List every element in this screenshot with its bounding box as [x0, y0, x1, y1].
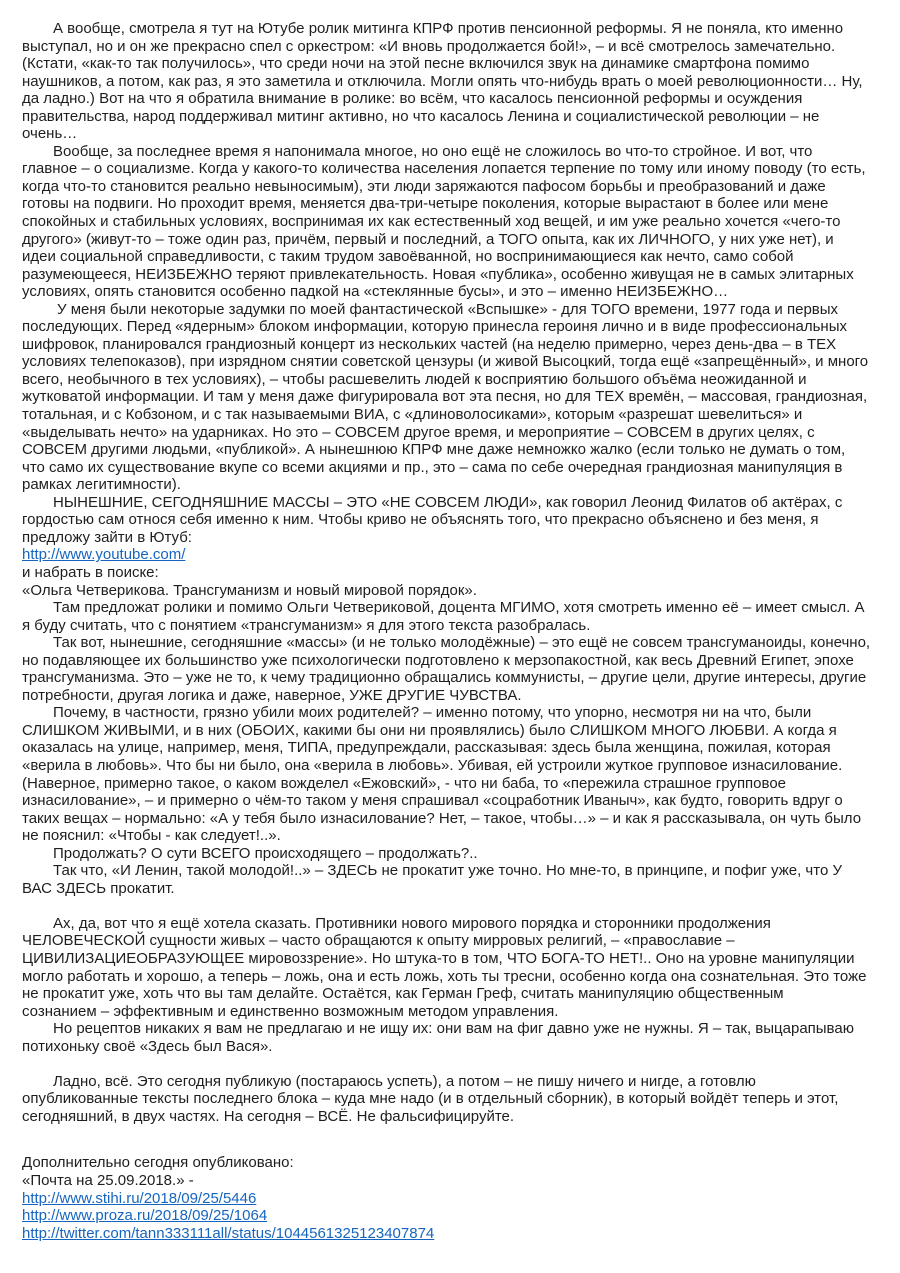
paragraph	[22, 634, 892, 704]
text-line: последующих. Перед «ядерным» блоком информации, которую принесла героиня лично и в виде профессиональных	[22, 318, 847, 336]
text-line: потребности, другая логика и даже, наверное, УЖЕ ДРУГИЕ ЧУВСТВА.	[22, 686, 522, 704]
text-line: «выделывать нечто» на ударниках. Но это – СОВСЕМ другое время, и мероприятие – СОВСЕМ в других целях, с	[22, 423, 815, 441]
text-line: сознанием – эффективным и единственно возможным методом управления.	[22, 1002, 559, 1020]
text-line: жутковатой информации. И там у меня даже фигурировала вот эта песня, но для ТЕХ времён, – массовая, грандиозная,	[22, 388, 868, 406]
link-row	[22, 1225, 892, 1243]
text-line: не прокатит уже, хоть что вы там делайте. Остаётся, как Герман Греф, считать манипуляцию общественным	[22, 985, 784, 1003]
text-line: условиях телепоказов), при изрядном снятии советской цензуры (и живой Высоцкий, тогда ещё «запрещённый», и много	[22, 353, 869, 371]
link-line	[22, 546, 892, 564]
blank-line	[22, 897, 892, 915]
text-line: всего, необычного в тех условиях), – чтобы расшевелить людей к восприятию большого объёма неожиданной и	[22, 370, 807, 388]
text-line: но подавляющее их большинство уже психологически подготовлено к мерзопакостной, как весь Древний Египет, эпохе	[22, 651, 854, 669]
text-line: очень…	[22, 125, 78, 143]
hyperlink[interactable]: http://www.stihi.ru/2018/09/25/5446	[22, 1189, 257, 1207]
text-line: ЦИВИЛИЗАЦИЕОБРАЗУЮЩЕЕ мировоззрение». Но штука-то в том, ЧТО БОГА-ТО НЕТ!.. Оно на уровне манипуляции	[22, 949, 855, 967]
link-row	[22, 1190, 892, 1208]
text-line: когда что-то становится реально невыносимым), эти люди заряжаются пафосом борьбы и преобразований и даже	[22, 177, 826, 195]
paragraph	[22, 862, 892, 897]
text-line: Дополнительно сегодня опубликовано:	[22, 1154, 294, 1172]
text-line: тотальная, и с Кобзоном, и с так называемыми ВИА, с «длиноволосиками», которым «разрешат шевелиться» и	[22, 406, 803, 424]
paragraph	[22, 494, 892, 547]
text-line: что само их существование вкупе со всеми акциями и пр., это – сама по себе очередная грандиозная манипуляция в	[22, 458, 843, 476]
text-line: изнасилование», – и примерно о чём-то таком у меня спрашивал «соцработник Иваныч», как будто, говорить вдруг о	[22, 792, 843, 810]
text-line: я буду считать, что с понятием «трансгуманизм» я для этого текста разобралась.	[22, 616, 591, 634]
hyperlink[interactable]: http://www.youtube.com/	[22, 546, 186, 564]
paragraph	[22, 143, 892, 301]
link-row	[22, 546, 892, 564]
text-line: ЧЕЛОВЕЧЕСКОЙ сущности живых – часто обращаются к опыту мирровых религий, – «православие –	[22, 932, 735, 950]
text-line-block	[22, 1154, 892, 1172]
text-line: условиях, опять становится особенно падкой на «стеклянные бусы», и это – именно НЕИЗБЕЖНО…	[22, 283, 729, 301]
text-line: Продолжать? О сути ВСЕГО происходящего – продолжать?..	[53, 844, 478, 862]
text-line: готовы на подвиги. Но проходит время, меняется два-три-четыре поколения, которые вырастают в более или мене	[22, 195, 829, 213]
text-line: рамках легитимности).	[22, 476, 181, 494]
paragraph	[22, 1020, 892, 1055]
text-line: могло работать и хорошо, а теперь – ложь, она и есть ложь, хоть ты тресни, особенно когда она сознательная. Это тоже	[22, 967, 867, 985]
hyperlink[interactable]: http://www.proza.ru/2018/09/25/1064	[22, 1207, 268, 1225]
text-line-block	[22, 1172, 892, 1190]
text-line: Ладно, всё. Это сегодня публикую (постараюсь успеть), а потом – не пишу ничего и нигде, а готовлю	[53, 1072, 756, 1090]
text-line: НЫНЕШНИЕ, СЕГОДНЯШНИЕ МАССЫ – ЭТО «НЕ СОВСЕМ ЛЮДИ», как говорил Леонид Филатов об актёрах, с	[53, 493, 843, 511]
paragraph	[22, 1073, 892, 1126]
text-line: (Кстати, «как-то так получилось», что среди ночи на этой песне включился звук на динамике смартфона помимо	[22, 55, 810, 73]
text-line: Почему, в частности, грязно убили моих родителей? – именно потому, что упорно, несмотря ни на что, были	[53, 704, 812, 722]
text-line: правительства, народ поддерживал митинг активно, но что касалось Ленина и социалистической революции – не	[22, 107, 820, 125]
text-line: «Ольга Четверикова. Трансгуманизм и новый мировой порядок».	[22, 581, 477, 599]
text-line: спокойных и стабильных условиях, воспринимая их как естественный ход вещей, и им уже реально хочется «чего-то	[22, 213, 841, 231]
text-line: (Наверное, примерно такое, о каком вожделел «Ежовский», - что ни баба, то «пережила страшное групповое	[22, 774, 787, 792]
text-line: ВАС ЗДЕСЬ прокатит.	[22, 879, 175, 897]
text-line: выступал, но и он же прекрасно спел с оркестром: «И вновь продолжается бой!», – и всё смотрелось замечательно.	[22, 37, 836, 55]
paragraph	[22, 599, 892, 634]
blank-line	[22, 1055, 892, 1073]
text-line: опубликованные тексты последнего блока – куда мне надо (и в отдельный сборник), в который войдёт теперь и этот,	[22, 1090, 839, 1108]
text-line: Ах, да, вот что я ещё хотела сказать. Противники нового мирового порядка и сторонники продолжения	[53, 914, 771, 932]
text-line: главное – о социализме. Когда у какого-то количества населения лопается терпение по тому или иному поводу (то есть,	[22, 160, 866, 178]
text-line: СЛИШКОМ ЖИВЫМИ, и в них (ОБОИХ, какими бы они ни проявлялись) было СЛИШКОМ МНОГО ЛЮБВИ. А когда я	[22, 721, 837, 739]
link-row	[22, 1207, 892, 1225]
text-line: Там предложат ролики и помимо Ольги Четвериковой, доцента МГИМО, хотя смотреть именно её – имеет смысл. А	[53, 599, 865, 617]
text-line: предложу зайти в Ютуб:	[22, 528, 192, 546]
link-line	[22, 1190, 892, 1208]
text-line: разумеющееся, НЕИЗБЕЖНО теряют привлекательность. Новая «публика», особенно живущая не в самых элитарных	[22, 265, 854, 283]
text-line: гордостью сам относя себя именно к ним. Чтобы криво не объяснять того, что прекрасно объяснено и без меня, я	[22, 511, 819, 529]
text-line-block	[22, 564, 892, 582]
text-line: не пояснил: «Чтобы - как следует!..».	[22, 827, 281, 845]
text-line: и набрать в поиске:	[22, 563, 159, 581]
paragraph	[22, 704, 892, 844]
paragraph	[22, 845, 892, 863]
paragraph	[22, 20, 892, 143]
text-line: оказалась на улице, например, меня, ТИПА, предупреждали, рассказывая: здесь была женщина, пожилая, которая	[22, 739, 831, 757]
text-line: идеи социальной справедливости, с таким трудом завоёванной, но воспринимающиеся как нечто, само собой	[22, 248, 794, 266]
text-line-block	[22, 582, 892, 600]
text-line: Так вот, нынешние, сегодняшние «массы» (и не только молодёжные) – это ещё не совсем трансгуманоиды, конечно,	[53, 634, 871, 652]
text-line: таких вещах – нормально: «А у тебя было изнасилование? Нет, – такое, чтобы…» – и как я рассказывала, он чуть было	[22, 809, 862, 827]
text-line: «верила в любовь». Что бы ни было, она «верила в любовь». Убивая, ей устроили жуткое групповое изнасилование.	[22, 756, 843, 774]
text-line: Так что, «И Ленин, такой молодой!..» – ЗДЕСЬ не прокатит уже точно. Но мне-то, в принципе, и пофиг уже, что У	[53, 862, 842, 880]
text-line: Вообще, за последнее время я напонимала многое, но оно ещё не сложилось во что-то стройное. И вот, что	[53, 142, 813, 160]
text-line: другого» (живут-то – тоже один раз, причём, первый и последний, а ТОГО опыта, как их ЛИЧНОГО, у них уже нет), и	[22, 230, 834, 248]
paragraph	[22, 301, 892, 494]
text-line: шифровок, планировался грандиозный концерт из нескольких частей (на неделю примерно, через день-два – в ТЕХ	[22, 335, 837, 353]
text-line: трансгуманизма. Это – уже не то, к чему традиционно обращались коммунисты, – другие цели, другие интересы, другие	[22, 669, 867, 687]
text-line: да ладно.) Вот на что я обратила внимание в ролике: во всём, что касалось пенсионной реформы и осуждения	[22, 90, 803, 108]
text-line: потихоньку своё «Здесь был Вася».	[22, 1037, 273, 1055]
text-line: сегодняшний, в двух частях. На сегодня – ВСЁ. Не фальсифицируйте.	[22, 1107, 515, 1125]
text-line: СОВСЕМ другими людьми, «публикой». А нынешнюю КПРФ мне даже немножко жалко (если только не думать о том,	[22, 441, 846, 459]
link-line	[22, 1207, 892, 1225]
text-line: «Почта на 25.09.2018.» -	[22, 1172, 194, 1189]
paragraph	[22, 915, 892, 1020]
hyperlink[interactable]: http://twitter.com/tann333111all/status/1044561325123407874	[22, 1224, 435, 1242]
text-line: Но рецептов никаких я вам не предлагаю и не ищу их: они вам на фиг давно уже не нужны. Я – так, выцарапываю	[53, 1020, 854, 1038]
text-line: А вообще, смотрела я тут на Ютубе ролик митинга КПРФ против пенсионной реформы. Я не поняла, кто именно	[53, 20, 844, 37]
section-gap	[22, 1125, 892, 1154]
link-line	[22, 1225, 892, 1243]
document-body	[22, 20, 892, 1242]
text-line: наушников, а потом, как раз, я это заметила и отключила. Могли опять что-нибудь врать о моей революционности… Ну,	[22, 72, 863, 90]
text-line: У меня были некоторые задумки по моей фантастической «Вспышке» - для ТОГО времени, 1977 года и первых	[57, 300, 839, 318]
